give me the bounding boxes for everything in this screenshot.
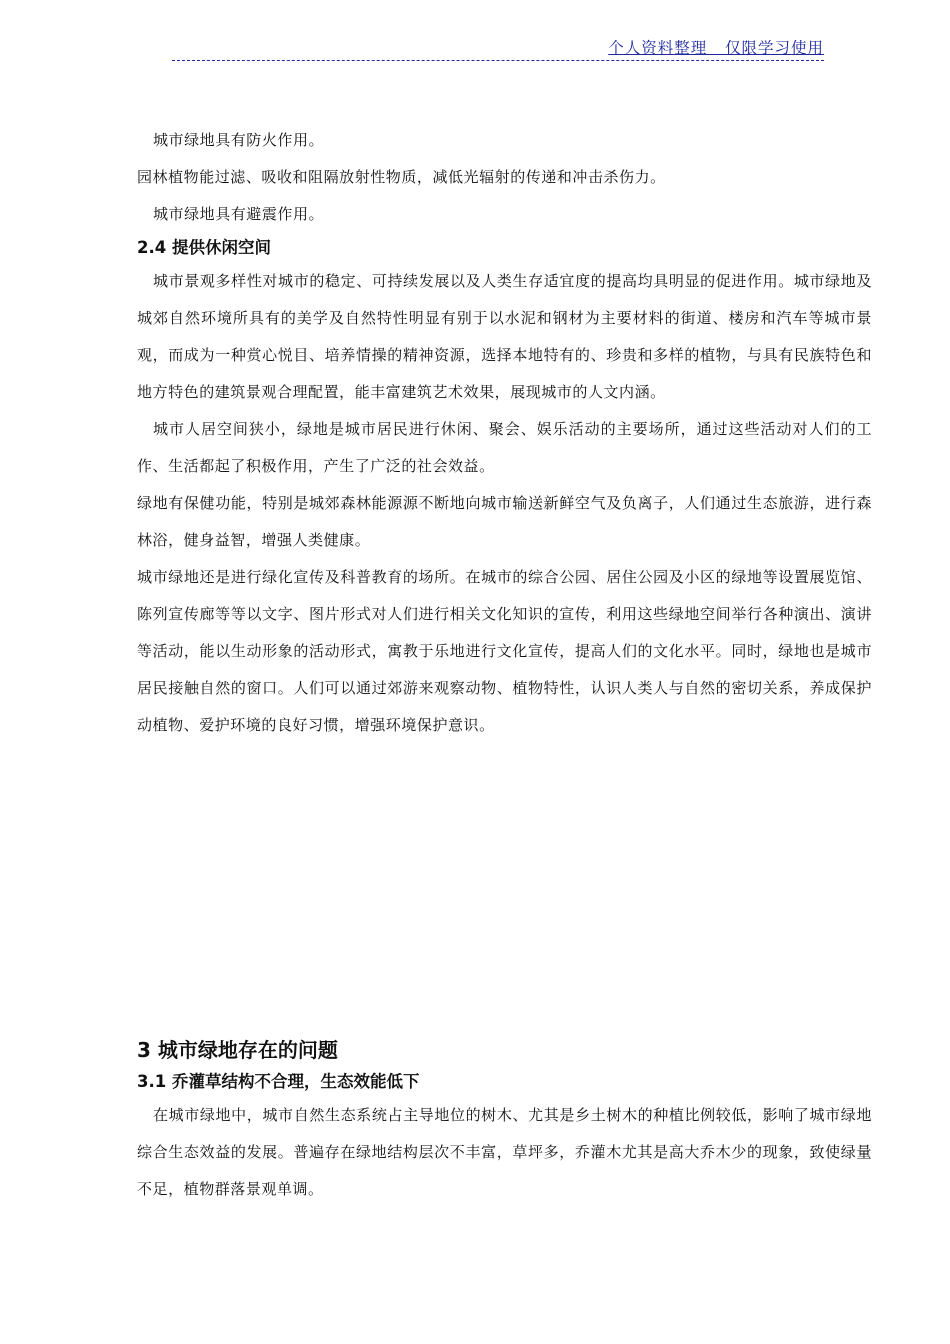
paragraph-fire-prevention: 城市绿地具有防火作用。 xyxy=(153,131,325,149)
document-body xyxy=(137,122,872,1208)
paragraph-health: 绿地有保健功能，特别是城郊森林能源源不断地向城市输送新鲜空气及负离子，人们通过生态旅游，进行森林浴，健身益智，增强人类健康。 xyxy=(137,494,872,549)
heading-3: 3 城市绿地存在的问题 xyxy=(137,1038,338,1062)
heading-2-4: 2.4 提供休闲空间 xyxy=(137,238,271,257)
paragraph-structure-problem: 在城市绿地中，城市自然生态系统占主导地位的树木、尤其是乡土树木的种植比例较低，影响了城市绿地综合生态效益的发展。普遍存在绿地结构层次不丰富，草坪多，乔灌木尤其是高大乔木少的现象，致使绿量不足，植物群落景观单调。 xyxy=(137,1106,872,1198)
paragraph-education: 城市绿地还是进行绿化宣传及科普教育的场所。在城市的综合公园、居住公园及小区的绿地等设置展览馆、陈列宣传廊等等以文字、图片形式对人们进行相关文化知识的宣传，利用这些绿地空间举行各种演出、演讲等活动，能以生动形象的活动形式，寓教于乐地进行文化宣传，提高人们的文化水平。同时，绿地也是城市居民接触自然的窗口。人们可以通过郊游来观察动物、植物特性，认识人类人与自然的密切关系，养成保护动植物、爱护环境的良好习惯，增强环境保护意识。 xyxy=(137,568,872,734)
header-note: 个人资料整理 仅限学习使用 xyxy=(608,39,824,57)
paragraph-radiation: 园林植物能过滤、吸收和阻隔放射性物质，减低光辐射的传递和冲击杀伤力。 xyxy=(137,168,666,186)
paragraph-earthquake: 城市绿地具有避震作用。 xyxy=(153,205,325,223)
page-header xyxy=(172,34,824,61)
heading-3-1: 3.1 乔灌草结构不合理，生态效能低下 xyxy=(137,1072,420,1091)
page-gap xyxy=(137,744,872,1033)
paragraph-leisure-space: 城市人居空间狭小，绿地是城市居民进行休闲、聚会、娱乐活动的主要场所，通过这些活动对人们的工作、生活都起了积极作用，产生了广泛的社会效益。 xyxy=(137,420,872,475)
paragraph-landscape-diversity: 城市景观多样性对城市的稳定、可持续发展以及人类生存适宜度的提高均具明显的促进作用。城市绿地及城郊自然环境所具有的美学及自然特性明显有别于以水泥和钢材为主要材料的街道、楼房和汽车等城市景观，而成为一种赏心悦目、培养情操的精神资源，选择本地特有的、珍贵和多样的植物，与具有民族特色和地方特色的建筑景观合理配置，能丰富建筑艺术效果，展现城市的人文内涵。 xyxy=(137,272,872,401)
